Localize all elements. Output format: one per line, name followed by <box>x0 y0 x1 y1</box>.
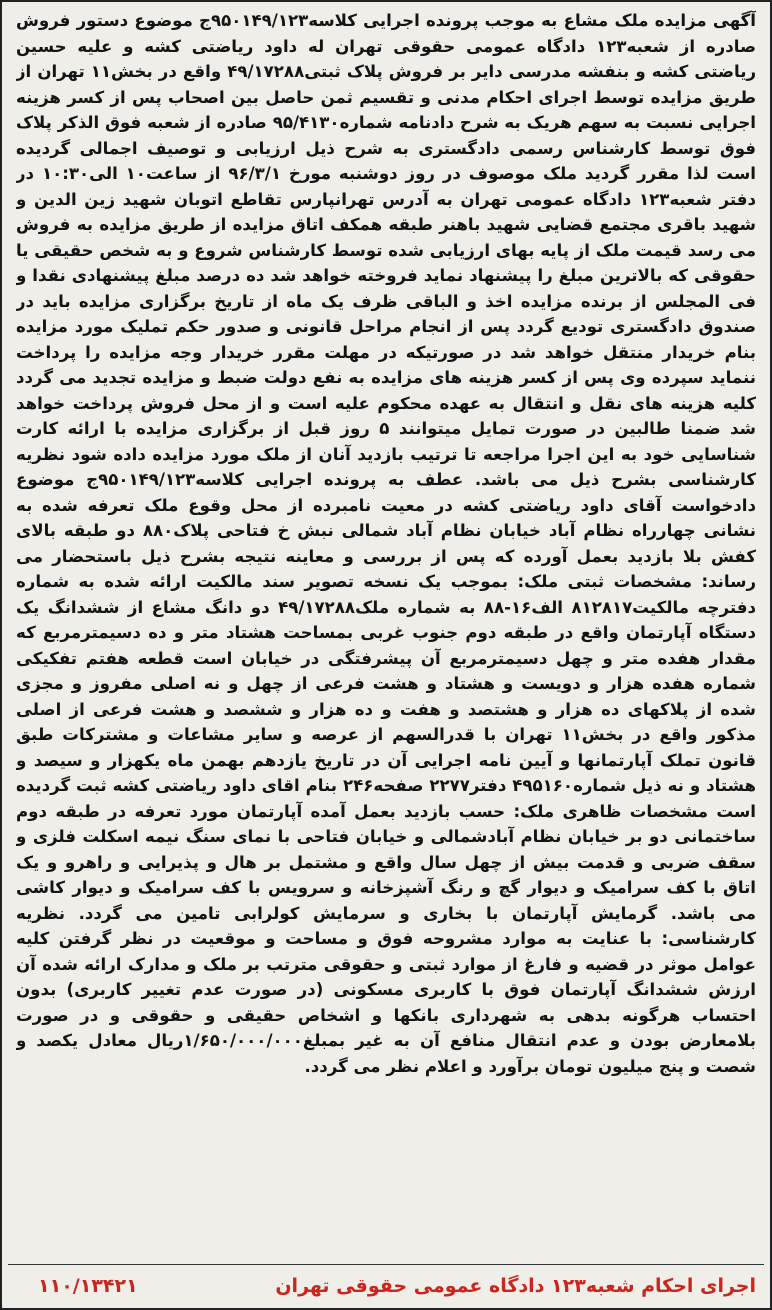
notice-paragraph-auction: آگهی مزایده ملک مشاع به موجب پرونده اجرایی کلاسه۹۵۰۱۴۹/۱۲۳ج موضوع دستور فروش صادره از شعبه۱۲۳ دادگاه عمومی حقوقی تهران له داود ریاضتی کشه و علیه حسین ریاضتی کشه و بنفشه مدرسی دایر بر فروش پلاک ثبتی۴۹/۱۷۲۸۸ واقع در بخش۱۱ تهران از طریق مزایده توسط اجرای احکام مدنی و تقسیم ثمن حاصل بین اصحاب پس از کسر هزینه اجرایی نسبت به سهم هریک به شرح دادنامه شماره۹۵/۴۱۳۰ صادره از شعبه فوق الذکر پلاک فوق توسط کارشناس رسمی دادگستری به شرح ذیل ارزیابی و توصیف اجمالی گردیده است لذا مقرر گردید ملک موصوف در روز دوشنبه مورخ ۹۶/۳/۱ از ساعت۱۰ الی۱۰:۳۰ در دفتر شعبه۱۲۳ دادگاه عمومی تهران به آدرس تهرانپارس تقاطع اتوبان شهید زین الدین و شهید باقری مجتمع قضایی شهید باهنر طبقه همکف اتاق مزایده از طریق مزایده به فروش می رسد قیمت ملک از پایه بهای ارزیابی شده توسط کارشناس شروع و به شخص حقیقی یا حقوقی که بالاترین مبلغ را پیشنهاد نماید فروخته خواهد شد ده درصد مبلغ پیشنهادی نقدا و فی المجلس از برنده مزایده اخذ و الباقی ظرف یک ماه از تاریخ برگزاری مزایده باید در صندوق دادگستری تودیع گردد پس از انجام مراحل قانونی و صدور حکم تملیک مورد مزایده بنام خریدار منتقل خواهد شد در صورتیکه در مهلت مقرر خریدار وجه مزایده را پرداخت ننماید سپرده وی پس از کسر هزینه های مزایده به نفع دولت ضبط و مزایده تجدید می گردد کلیه هزینه های نقل و انتقال به عهده محکوم علیه است و از محل فروش پرداخت خواهد شد ضمنا طالبین در صورت تمایل میتوانند ۵ روز قبل از برگزاری مزایده با ارائه کارت شناسایی خود به این اجرا مراجعه تا ترتیب بازدید آنان از ملک مورد مزایده داده شود نظریه کارشناسی بشرح ذیل می باشد. <box>16 11 756 489</box>
notice-body <box>16 8 756 1260</box>
notice-footer <box>16 1270 756 1302</box>
notice-paragraph-property-details: عطف به پرونده اجرایی کلاسه۹۵۰۱۴۹/۱۲۳ج موضوع دادخواست آقای داود ریاضتی کشه در معیت نامبرده از محل وقوع ملک تعرفه شده به نشانی چهارراه نظام آباد خیابان نظام آباد شمالی نبش خ فتاحی پلاک۸۸۰ دو طبقه بالای کفش بلا بازدید بعمل آورده که پس از بررسی و معاینه نتیجه بشرح ذیل باستحضار می رساند: مشخصات ثبتی ملک: بموجب یک نسخه تصویر سند مالکیت ارائه شده به شماره دفترچه مالکیت۸۱۲۸۱۷ الف۱۶-۸۸ به شماره ملک۴۹/۱۷۲۸۸ دو دانگ مشاع از ششدانگ یک دستگاه آپارتمان واقع در طبقه دوم جنوب غربی بمساحت هشتاد متر و ده دسیمترمربع که مقدار هفده متر و چهل دسیمترمربع آن پیشرفتگی در خیابان است قطعه هفتم تفکیکی شماره هفده هزار و دویست و هشتاد و هشت فرعی از چهل و نه اصلی مفروز و مجزی شده از پلاکهای ده هزار و هشتصد و هفت و ده هزار و ششصد و هشت فرعی از اصلی مذکور واقع در بخش۱۱ تهران با قدرالسهم از عرصه و سایر مشاعات و مشترکات طبق قانون تملک آپارتمانها و آیین نامه اجرایی آن در تاریخ یازدهم بهمن ماه یکهزار و سیصد و هشتاد و نه ذیل شماره۴۹۵۱۶۰ دفتر۲۲۷۷ صفحه۲۴۶ بنام اقای داود ریاضتی کشه ثبت گردیده است مشخصات ظاهری ملک: حسب بازدید بعمل آمده آپارتمان مورد تعرفه در طبقه دوم ساختمانی دو بر خیابان نظام آبادشمالی و خیابان فتاحی با نمای سنگ نیمه اسکلت فلزی و سقف ضربی و قدمت بیش از چهل سال واقع و مشتمل بر هال و پذیرایی و راهرو و یک اتاق با کف سرامیک و دیوار گچ و رنگ آشپزخانه و سرویس با کف سرامیک و دیوار کاشی می باشد. گرمایش آپارتمان با بخاری و سرمایش کولرابی تامین می گردد. <box>16 470 756 923</box>
notice-paragraph-expert-opinion: نظریه کارشناسی: با عنایت به موارد مشروحه فوق و مساحت و موقعیت در نظر گرفتن کلیه عوامل موثر در قضیه و فارغ از موارد ثبتی و حقوقی مترتب بر ملک و مدارک ارائه شده آن ارزش ششدانگ آپارتمان فوق با کاربری مسکونی (در صورت عدم تغییر کاربری) بدون احتساب هرگونه بدهی به شهرداری بانکها و اشخاص حقیقی و حقوقی و در صورت بلامعارض بودن و عدم انتقال منافع آن به غیر بمبلغ۱/۶۵۰/۰۰۰/۰۰۰ریال معادل یکصد و شصت و پنج میلیون تومان برآورد و اعلام نظر می گردد. <box>16 903 756 1076</box>
notice-code: ۱۱۰/۱۳۴۲۱ <box>38 1275 138 1297</box>
footer-divider <box>8 1264 764 1265</box>
issuer-name: اجرای احکام شعبه۱۲۳ دادگاه عمومی حقوقی تهران <box>275 1275 756 1297</box>
